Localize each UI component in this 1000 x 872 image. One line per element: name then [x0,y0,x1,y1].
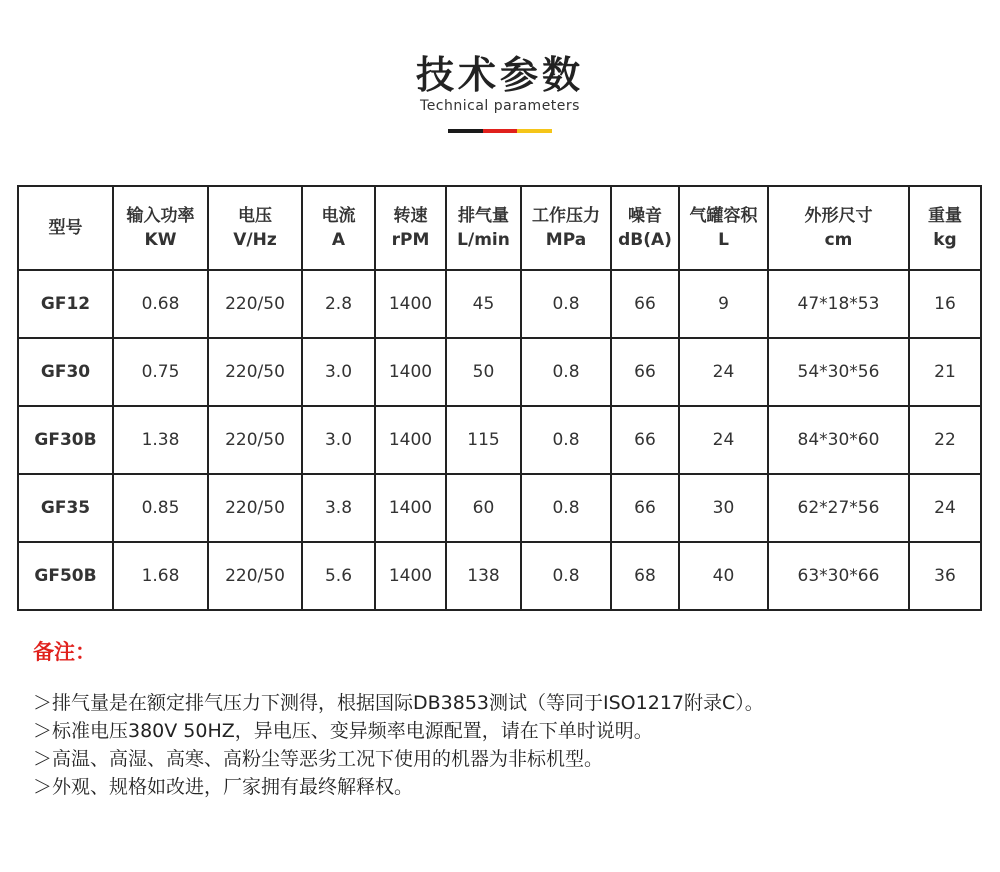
header-displacement: 排气量 L/min [446,186,521,270]
cell-voltage: 220/50 [208,542,302,610]
header-voltage: 电压 V/Hz [208,186,302,270]
header-dimensions: 外形尺寸 cm [768,186,909,270]
cell-current: 3.0 [302,406,375,474]
cell-power: 1.38 [113,406,208,474]
cell-dimensions: 63*30*66 [768,542,909,610]
cell-displacement: 60 [446,474,521,542]
cell-weight: 24 [909,474,981,542]
cell-power: 0.85 [113,474,208,542]
cell-current: 2.8 [302,270,375,338]
cell-weight: 16 [909,270,981,338]
cell-dimensions: 54*30*56 [768,338,909,406]
cell-voltage: 220/50 [208,270,302,338]
page-subtitle: Technical parameters [420,98,580,114]
cell-pressure: 0.8 [521,542,611,610]
page-title: 技术参数 [415,53,584,97]
cell-weight: 22 [909,406,981,474]
table-row [18,270,981,338]
cell-displacement: 138 [446,542,521,610]
cell-tank: 30 [679,474,768,542]
table-header-row [18,186,981,270]
cell-displacement: 50 [446,338,521,406]
cell-model: GF50B [18,542,113,610]
cell-tank: 40 [679,542,768,610]
cell-model: GF30B [18,406,113,474]
note-item: ＞标准电压380V 50HZ，异电压、变异频率电源配置，请在下单时说明。 [33,720,653,742]
cell-current: 3.8 [302,474,375,542]
divider-segment-yellow [517,129,552,133]
table-row [18,542,981,610]
cell-pressure: 0.8 [521,270,611,338]
cell-speed: 1400 [375,338,446,406]
cell-speed: 1400 [375,542,446,610]
cell-tank: 9 [679,270,768,338]
header-tank: 气罐容积 L [679,186,768,270]
header-pressure: 工作压力 MPa [521,186,611,270]
header-current: 电流 A [302,186,375,270]
header-noise: 噪音 dB(A) [611,186,679,270]
cell-tank: 24 [679,406,768,474]
cell-current: 3.0 [302,338,375,406]
cell-speed: 1400 [375,406,446,474]
cell-pressure: 0.8 [521,338,611,406]
note-item: ＞排气量是在额定排气压力下测得，根据国际DB3853测试（等同于ISO1217附录C）。 [33,692,764,714]
cell-pressure: 0.8 [521,474,611,542]
cell-speed: 1400 [375,270,446,338]
cell-voltage: 220/50 [208,406,302,474]
divider-segment-red [483,129,518,133]
cell-weight: 36 [909,542,981,610]
cell-weight: 21 [909,338,981,406]
cell-model: GF35 [18,474,113,542]
table-row [18,406,981,474]
table-row [18,474,981,542]
cell-noise: 66 [611,338,679,406]
cell-noise: 66 [611,406,679,474]
header-model: 型号 [18,186,113,270]
cell-power: 1.68 [113,542,208,610]
table-row [18,338,981,406]
cell-current: 5.6 [302,542,375,610]
cell-voltage: 220/50 [208,338,302,406]
header-speed: 转速 rPM [375,186,446,270]
cell-tank: 24 [679,338,768,406]
divider-segment-black [448,129,483,133]
cell-dimensions: 47*18*53 [768,270,909,338]
cell-noise: 66 [611,270,679,338]
notes-label: 备注： [33,640,96,664]
header-power: 输入功率 KW [113,186,208,270]
cell-noise: 66 [611,474,679,542]
cell-model: GF30 [18,338,113,406]
cell-power: 0.68 [113,270,208,338]
cell-power: 0.75 [113,338,208,406]
cell-displacement: 45 [446,270,521,338]
header-weight: 重量 kg [909,186,981,270]
notes-list [33,689,993,801]
cell-dimensions: 62*27*56 [768,474,909,542]
cell-model: GF12 [18,270,113,338]
cell-speed: 1400 [375,474,446,542]
cell-noise: 68 [611,542,679,610]
cell-displacement: 115 [446,406,521,474]
cell-pressure: 0.8 [521,406,611,474]
spec-table [17,185,982,611]
cell-dimensions: 84*30*60 [768,406,909,474]
note-item: ＞高温、高湿、高寒、高粉尘等恶劣工况下使用的机器为非标机型。 [33,748,604,770]
note-item: ＞外观、规格如改进，厂家拥有最终解释权。 [33,776,414,798]
tricolor-divider [448,129,552,133]
cell-voltage: 220/50 [208,474,302,542]
